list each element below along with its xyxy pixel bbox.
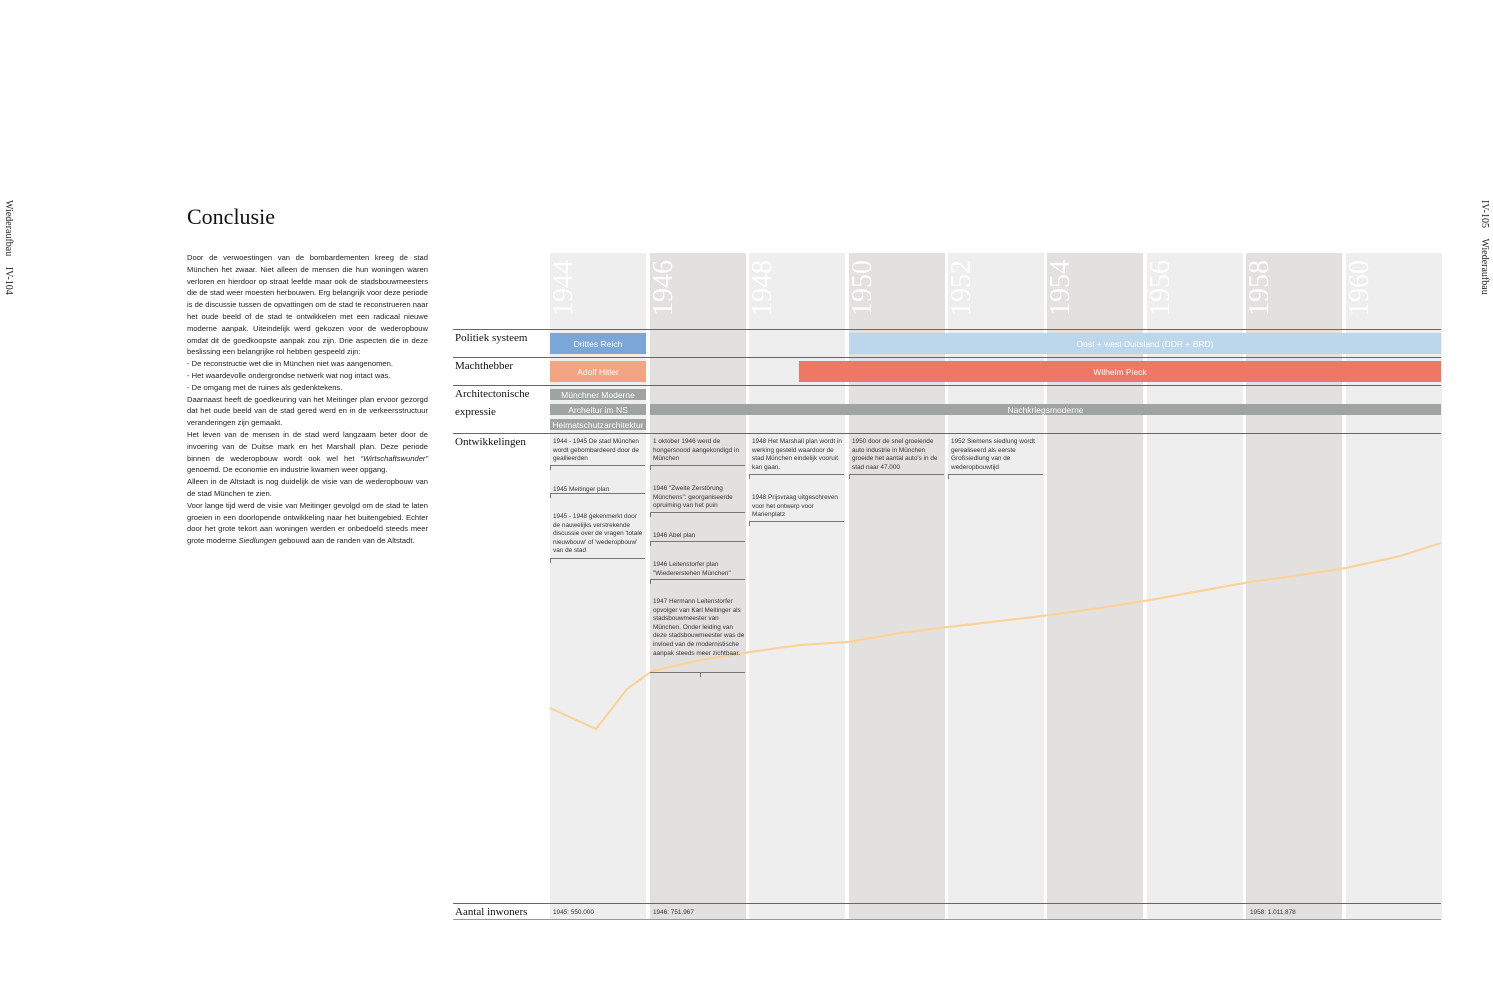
row-label-architectonische: Architectonische: [455, 388, 530, 400]
right-running-head-title: Wiederaufbau: [1479, 238, 1490, 295]
event-text: 1946 Abel plan: [653, 532, 696, 539]
event-text: 1948 Prijsvraag uitgeschreven voor het ontwerp voor Marienplatz: [752, 494, 838, 519]
left-running-head-title: Wiederaufbau: [3, 200, 14, 257]
page-title: Conclusie: [187, 204, 275, 229]
event-text: 1945 Meitinger plan: [553, 486, 610, 493]
emphasis: Siedlungen: [238, 536, 277, 546]
population-1958: 1958: 1.011.878: [1250, 909, 1296, 916]
event-1952: [951, 438, 1043, 472]
intro-bullet: - De omgang met de ruines als gedenktekens.: [187, 382, 343, 392]
event-rule: [650, 465, 745, 466]
row-label-inwoners: Aantal inwoners: [455, 906, 528, 918]
event-tick: [749, 474, 750, 479]
event-tick: [749, 521, 750, 526]
event-text: 1948 Het Marshall plan wordt in werking gesteld waardoor de stad München eindelijk vooruit kan gaan.: [752, 438, 842, 471]
bar-drittes-reich: Drittes Reich: [550, 333, 646, 354]
event-1947: [653, 598, 745, 658]
text: Het leven van de mensen in de stad werd langzaam beter door de invoering van de Duitse mark en het Marshall plan. Deze periode binnen de wederopbouw wordt ook wel het: [187, 429, 428, 463]
event-tick: [650, 512, 651, 517]
text: genoemd. De economie en industrie kwamen weer opgang.: [187, 465, 388, 475]
event-text: 1946 "Zweite Zerstörung Münchens": georganiseerde opruiming van het puin: [653, 485, 733, 510]
intro-paragraph: Daarnaast heeft de goedkeuring van het Meitinger plan ervoor gezorgd dat het oude beeld van de stad gered werd en in de verkeersstructuur veranderingen zijn gemaakt.: [187, 394, 428, 428]
event-tick: [650, 579, 651, 584]
row-divider: [453, 903, 1441, 904]
event-1948-prijsvraag: [752, 494, 844, 520]
event-rule: [650, 541, 745, 542]
event-tick: [550, 493, 551, 498]
bar-adolf-hitler: Adolf Hitler: [550, 361, 646, 382]
year-label: 1944: [548, 260, 579, 316]
year-label: 1946: [648, 260, 679, 316]
event-rule: [650, 672, 745, 673]
event-rule: [849, 474, 944, 475]
event-rule: [650, 512, 745, 513]
bar-oost-west: Oost + west Duitsland (DDR + BRD): [849, 333, 1441, 354]
bar-wilhelm-pieck: Wilhelm Pieck: [799, 361, 1441, 382]
row-label-expressie: expressie: [455, 406, 496, 418]
event-1944: [553, 438, 645, 464]
event-tick: [650, 541, 651, 546]
bar-nachkriegsmoderne: Nachkriegsmoderne: [650, 404, 1441, 415]
row-label-macht: Machthebber: [455, 360, 514, 372]
event-text: 1944 - 1945 De stad München wordt gebombardeerd door de geallieerden: [553, 438, 639, 463]
event-1948-marshall: [752, 438, 844, 472]
event-1946-zerstorung: [653, 485, 745, 511]
event-text: 1952 Siemens siedlung wordt gerealiseerd als eerste Großsiedlung van de wederopbouwtijd: [951, 438, 1035, 471]
event-rule: [550, 558, 645, 559]
event-rule: [948, 474, 1043, 475]
emphasis: “Wirtschaftswunder”: [360, 453, 428, 463]
bar-architektur-ns: Archeitur im NS: [550, 404, 646, 415]
event-rule: [550, 493, 645, 494]
event-1950: [852, 438, 944, 472]
year-label: 1948: [747, 260, 778, 316]
year-label: 1958: [1244, 260, 1275, 316]
right-page-number: IV-105: [1479, 200, 1490, 228]
year-label: 1954: [1045, 260, 1076, 316]
year-label: 1956: [1145, 260, 1176, 316]
year-label: 1960: [1344, 260, 1375, 316]
left-page-number: IV-104: [3, 266, 14, 295]
event-rule: [650, 579, 745, 580]
population-1945: 1945: 550.000: [553, 909, 594, 916]
event-text: 1950 door de snel groeiende auto industrie in München groeide het aantal auto's in de stad naar 47.000: [852, 438, 938, 471]
event-rule: [749, 474, 844, 475]
row-divider: [453, 357, 1441, 358]
row-divider: [453, 385, 1441, 386]
event-text: 1946 Leitenstorfer plan "Wiedererstehen München": [653, 561, 731, 577]
row-divider: [453, 329, 1441, 330]
event-1946-leitenstorfer: [653, 561, 745, 578]
event-tick: [650, 465, 651, 470]
text: Voor lange tijd werd de visie van Meitinger gevolgd om de stad te laten groeien in een doorlopende ontwikkeling naar het buitengebied. Echter door het grote tekort aan woningen werden er onbedoeld steeds meer grote moderne: [187, 500, 428, 546]
row-label-politiek: Politiek systeem: [455, 332, 528, 344]
row-divider: [453, 433, 1441, 434]
event-tick: [550, 465, 551, 470]
event-tick: [849, 474, 850, 479]
intro-bullet: - Het waardevolle ondergrondse netwerk wat nog intact was.: [187, 370, 391, 380]
population-1946: 1946: 751.967: [653, 909, 694, 916]
year-label: 1950: [847, 260, 878, 316]
event-tick: [948, 474, 949, 479]
event-tick: [550, 558, 551, 563]
bar-heimatschutz: Heimatschutzarchitektur: [550, 419, 646, 430]
event-1946-abel: [653, 532, 745, 541]
row-label-ontwikkelingen: Ontwikkelingen: [455, 436, 526, 448]
text: gebouwd aan de randen van de Altstadt.: [276, 536, 415, 546]
event-rule: [749, 521, 844, 522]
event-text: 1945 - 1948 gekenmerkt door de nauwelijks verstrekende discussie over de vragen 'totale nieuwbouw' of 'wederopbouw' van de stad: [553, 513, 643, 555]
event-text: 1947 Hermann Leitenstorfer opvolger van Karl Meitinger als stadsbouwmeester van München. Onder leiding van deze stadsbouwmeester was de invloed van de modernistische aanpak steeds meer zichtbaar.: [653, 598, 745, 657]
event-text: 1 oktober 1946 werd de hongersnood aangekondigd in München: [653, 438, 739, 463]
row-divider: [453, 919, 1441, 920]
event-rule: [550, 465, 645, 466]
year-label: 1952: [946, 260, 977, 316]
event-1946-hongersnood: [653, 438, 745, 464]
event-tick: [700, 672, 701, 677]
intro-bullet: - De reconstructie wet die in München niet was aangenomen.: [187, 359, 393, 369]
bar-munchner-moderne: Münchner Moderne: [550, 389, 646, 400]
event-1945-1948: [553, 513, 645, 556]
event-1945: [553, 486, 645, 495]
intro-paragraph: Door de verwoestingen van de bombardementen kreeg de stad München het zwaar. Niet alleen de mensen die hun woningen waren verloren en hierdoor op straat leefde maar ook de stadsbouwmeesters die de stad weer moesten herbouwen. Erg belangrijk voor deze periode is de discussie tussen de opvattingen om de stad te reconstrueren naar het oude beeld of de stad te ontwikkelen met een radicaal nieuwe moderne aanpak. Uiteindelijk werd gekozen voor de wederopbouw omdat dit de goedkoopste aanpak zou zijn. Drie aspecten die in deze beslissing een belangrijke rol hebben gespeeld zijn:: [187, 253, 428, 357]
intro-paragraph: Alleen in de Altstadt is nog duidelijk de visie van de wederopbouw van de stad München te zien.: [187, 477, 428, 498]
